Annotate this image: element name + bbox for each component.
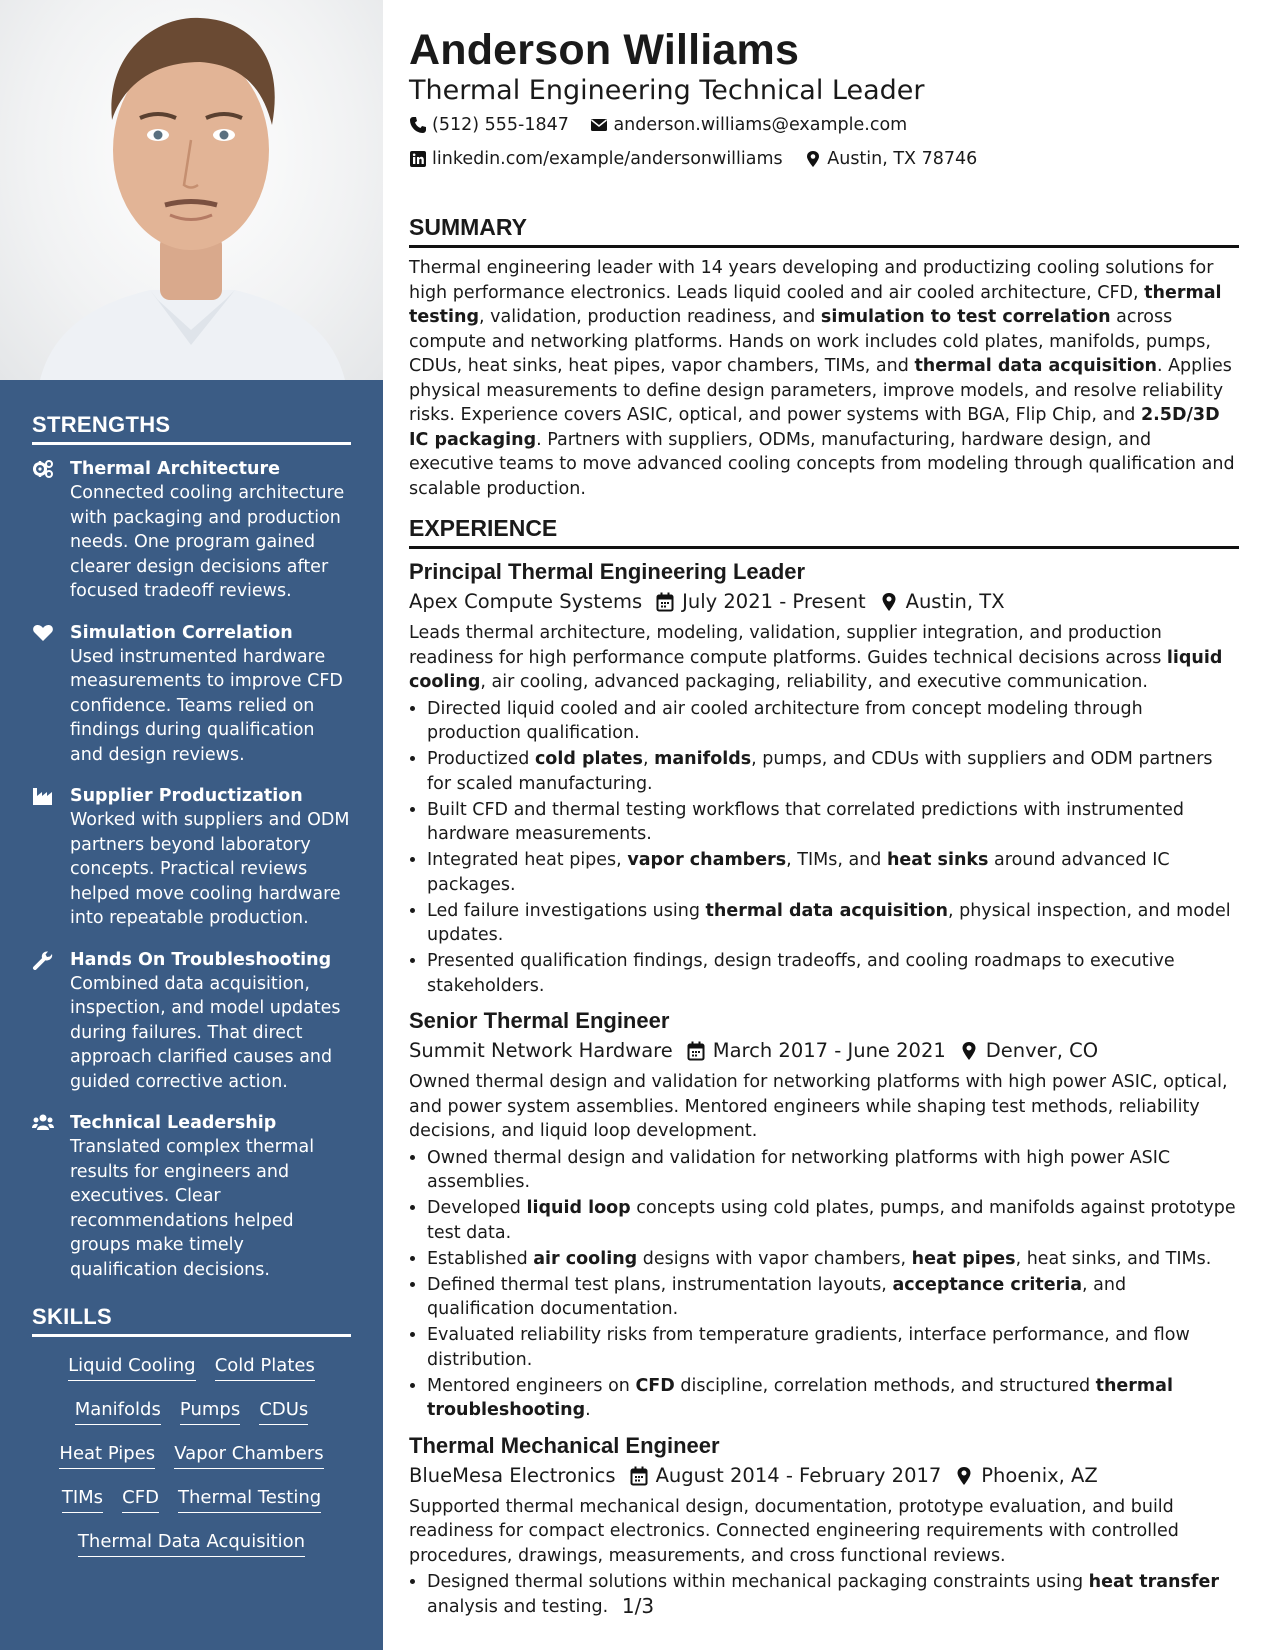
skill-tag: Thermal Testing bbox=[178, 1485, 321, 1513]
strength-item bbox=[32, 948, 351, 1095]
envelope-icon bbox=[590, 116, 608, 134]
job-location: Denver, CO bbox=[985, 1039, 1099, 1062]
users-icon bbox=[32, 1111, 70, 1282]
job-meta bbox=[409, 1036, 1239, 1066]
summary-text: Thermal engineering leader with 14 years developing and productizing cooling solutions for high performance electronics. Leads liquid cooled and air cooled architecture, CFD, thermal testing, validation, production readiness, and simulation to test correlation across compute and networking platforms. Hands on work includes cold plates, manifolds, pumps, CDUs, heat sinks, heat pipes, vapor chambers, TIMs, and thermal data acquisition. Applies physical measurements to define design parameters, improve models, and resolve reliability risks. Experience covers ASIC, optical, and power systems with BGA, Flip Chip, and 2.5D/3D IC packaging. Partners with suppliers, ODMs, manufacturing, hardware design, and executive teams to move advanced cooling concepts from modeling through qualification and scalable production. bbox=[409, 258, 1235, 499]
phone-icon bbox=[409, 116, 427, 134]
job-intro: Supported thermal mechanical design, documentation, prototype evaluation, and build readiness for compact electronics. Connected engineering requirements with controlled procedures, drawings, measurements, and cross functional reviews. bbox=[409, 1496, 1179, 1566]
candidate-role: Thermal Engineering Technical Leader bbox=[409, 75, 925, 106]
skill-tag: Heat Pipes bbox=[59, 1441, 155, 1469]
bullet-item: • Built CFD and thermal testing workflows that correlated predictions with instrumented hardware measurements. bbox=[427, 798, 1239, 847]
contact-location bbox=[804, 144, 977, 174]
company-name: BlueMesa Electronics bbox=[409, 1463, 616, 1487]
phone-text: (512) 555-1847 bbox=[432, 115, 569, 135]
bullet-item: • Productized cold plates, manifolds, pumps, and CDUs with suppliers and ODM partners for scaled manufacturing. bbox=[427, 747, 1239, 796]
job-entry bbox=[409, 1431, 1239, 1620]
strength-desc: Worked with suppliers and ODM partners beyond laboratory concepts. Practical reviews helped move cooling hardware into repeatable production. bbox=[70, 810, 350, 928]
linkedin-icon bbox=[409, 150, 427, 168]
summary-heading: SUMMARY bbox=[409, 214, 1239, 248]
strength-desc: Translated complex thermal results for engineers and executives. Clear recommendations helped groups make timely qualification decisions. bbox=[70, 1137, 315, 1280]
bullet-item: • Defined thermal test plans, instrumentation layouts, acceptance criteria, and qualification documentation. bbox=[427, 1273, 1239, 1322]
skill-tag: TIMs bbox=[62, 1485, 103, 1513]
profile-photo bbox=[0, 0, 383, 380]
sidebar bbox=[0, 0, 383, 1650]
strength-desc: Used instrumented hardware measurements to improve CFD confidence. Teams relied on findings during qualification and design reviews. bbox=[70, 646, 343, 765]
skill-tag: Pumps bbox=[180, 1397, 240, 1425]
map-pin-icon bbox=[955, 1466, 973, 1486]
email-text: anderson.williams@example.com bbox=[613, 115, 908, 135]
skill-tag: CDUs bbox=[259, 1397, 308, 1425]
job-title: Thermal Mechanical Engineer bbox=[409, 1432, 720, 1458]
heart-icon bbox=[32, 621, 70, 768]
page-number: 1/3 bbox=[621, 1594, 655, 1618]
bullet-item: • Led failure investigations using thermal data acquisition, physical inspection, and model updates. bbox=[427, 899, 1239, 948]
job-location: Phoenix, AZ bbox=[981, 1463, 1098, 1487]
strength-item bbox=[32, 1111, 351, 1282]
strength-title: Hands On Troubleshooting bbox=[70, 949, 332, 970]
wrench-icon bbox=[32, 948, 70, 1095]
contact-phone[interactable] bbox=[409, 110, 569, 140]
candidate-name: Anderson Williams bbox=[409, 26, 800, 74]
job-entry bbox=[409, 557, 1239, 998]
gears-icon bbox=[32, 457, 70, 604]
strength-title: Simulation Correlation bbox=[70, 622, 293, 643]
job-bullets bbox=[409, 1570, 1239, 1619]
skill-tag: Cold Plates bbox=[215, 1353, 315, 1381]
strength-item bbox=[32, 621, 351, 768]
bullet-item: • Integrated heat pipes, vapor chambers, TIMs, and heat sinks around advanced IC packages. bbox=[427, 848, 1239, 897]
portrait-illustration bbox=[0, 0, 383, 380]
job-dates: August 2014 - February 2017 bbox=[655, 1463, 942, 1487]
bullet-item: • Developed liquid loop concepts using cold plates, pumps, and manifolds against prototype test data. bbox=[427, 1196, 1239, 1245]
bullet-item: • Evaluated reliability risks from temperature gradients, interface performance, and flow distribution. bbox=[427, 1323, 1239, 1372]
job-title: Senior Thermal Engineer bbox=[409, 1008, 670, 1033]
map-pin-icon bbox=[804, 150, 822, 168]
job-meta bbox=[409, 587, 1239, 617]
industry-icon bbox=[32, 784, 70, 931]
location-text: Austin, TX 78746 bbox=[827, 149, 978, 169]
job-title: Principal Thermal Engineering Leader bbox=[409, 559, 806, 584]
calendar-icon bbox=[687, 1041, 705, 1061]
main-content bbox=[409, 24, 1239, 1621]
bullet-item: • Established air cooling designs with vapor chambers, heat pipes, heat sinks, and TIMs. bbox=[427, 1247, 1239, 1272]
bullet-item: • Presented qualification findings, design tradeoffs, and cooling roadmaps to executive stakeholders. bbox=[427, 949, 1239, 998]
skills-heading: SKILLS bbox=[32, 1304, 351, 1337]
skill-tag: CFD bbox=[122, 1485, 159, 1513]
company-name: Apex Compute Systems bbox=[409, 590, 643, 613]
calendar-icon bbox=[630, 1466, 648, 1486]
bullet-item: • Mentored engineers on CFD discipline, correlation methods, and structured thermal troubleshooting. bbox=[427, 1374, 1239, 1423]
bullet-item: • Designed thermal solutions within mechanical packaging constraints using heat transfer analysis and testing. bbox=[427, 1570, 1239, 1619]
skill-tag: Manifolds bbox=[75, 1397, 161, 1425]
strength-title: Thermal Architecture bbox=[70, 459, 280, 479]
job-dates: March 2017 - June 2021 bbox=[712, 1039, 946, 1062]
job-intro: Owned thermal design and validation for networking platforms with high power ASIC, optical, and power system assemblies. Mentored engineers while shaping test methods, reliability decisions, and liquid loop development. bbox=[409, 1072, 1228, 1141]
job-location: Austin, TX bbox=[905, 590, 1005, 613]
strengths-heading: STRENGTHS bbox=[32, 412, 351, 445]
skills-list bbox=[32, 1349, 351, 1557]
job-bullets bbox=[409, 697, 1239, 999]
job-meta bbox=[409, 1461, 1239, 1491]
strength-item bbox=[32, 457, 351, 604]
bullet-item: • Owned thermal design and validation for networking platforms with high power ASIC assemblies. bbox=[427, 1146, 1239, 1195]
skill-tag: Vapor Chambers bbox=[174, 1441, 323, 1469]
calendar-icon bbox=[656, 592, 674, 612]
strength-title: Technical Leadership bbox=[70, 1113, 277, 1133]
job-bullets bbox=[409, 1146, 1239, 1423]
skill-tag: Liquid Cooling bbox=[68, 1353, 195, 1381]
job-intro: Leads thermal architecture, modeling, validation, supplier integration, and production readiness for high performance compute platforms. Guides technical decisions across liquid cooling, air cooling, advanced packaging, reliability, and executive communication. bbox=[409, 623, 1223, 692]
job-dates: July 2021 - Present bbox=[682, 590, 866, 613]
strength-item bbox=[32, 784, 351, 931]
map-pin-icon bbox=[880, 592, 898, 612]
map-pin-icon bbox=[960, 1041, 978, 1061]
contact-email[interactable] bbox=[590, 110, 907, 140]
strength-title: Supplier Productization bbox=[70, 786, 303, 806]
contact-linkedin[interactable] bbox=[409, 144, 783, 174]
strength-desc: Connected cooling architecture with packaging and production needs. One program gained clearer design decisions after focused tradeoff reviews. bbox=[70, 483, 345, 601]
experience-heading: EXPERIENCE bbox=[409, 515, 1239, 549]
strength-desc: Combined data acquisition, inspection, and model updates during failures. That direct approach clarified causes and guided corrective action. bbox=[70, 973, 341, 1092]
skill-tag: Thermal Data Acquisition bbox=[78, 1529, 305, 1557]
linkedin-text: linkedin.com/example/andersonwilliams bbox=[432, 149, 783, 169]
contact-info bbox=[409, 110, 1239, 178]
company-name: Summit Network Hardware bbox=[409, 1039, 673, 1062]
bullet-item: • Directed liquid cooled and air cooled architecture from concept modeling through production qualification. bbox=[427, 697, 1239, 746]
job-entry bbox=[409, 1006, 1239, 1423]
